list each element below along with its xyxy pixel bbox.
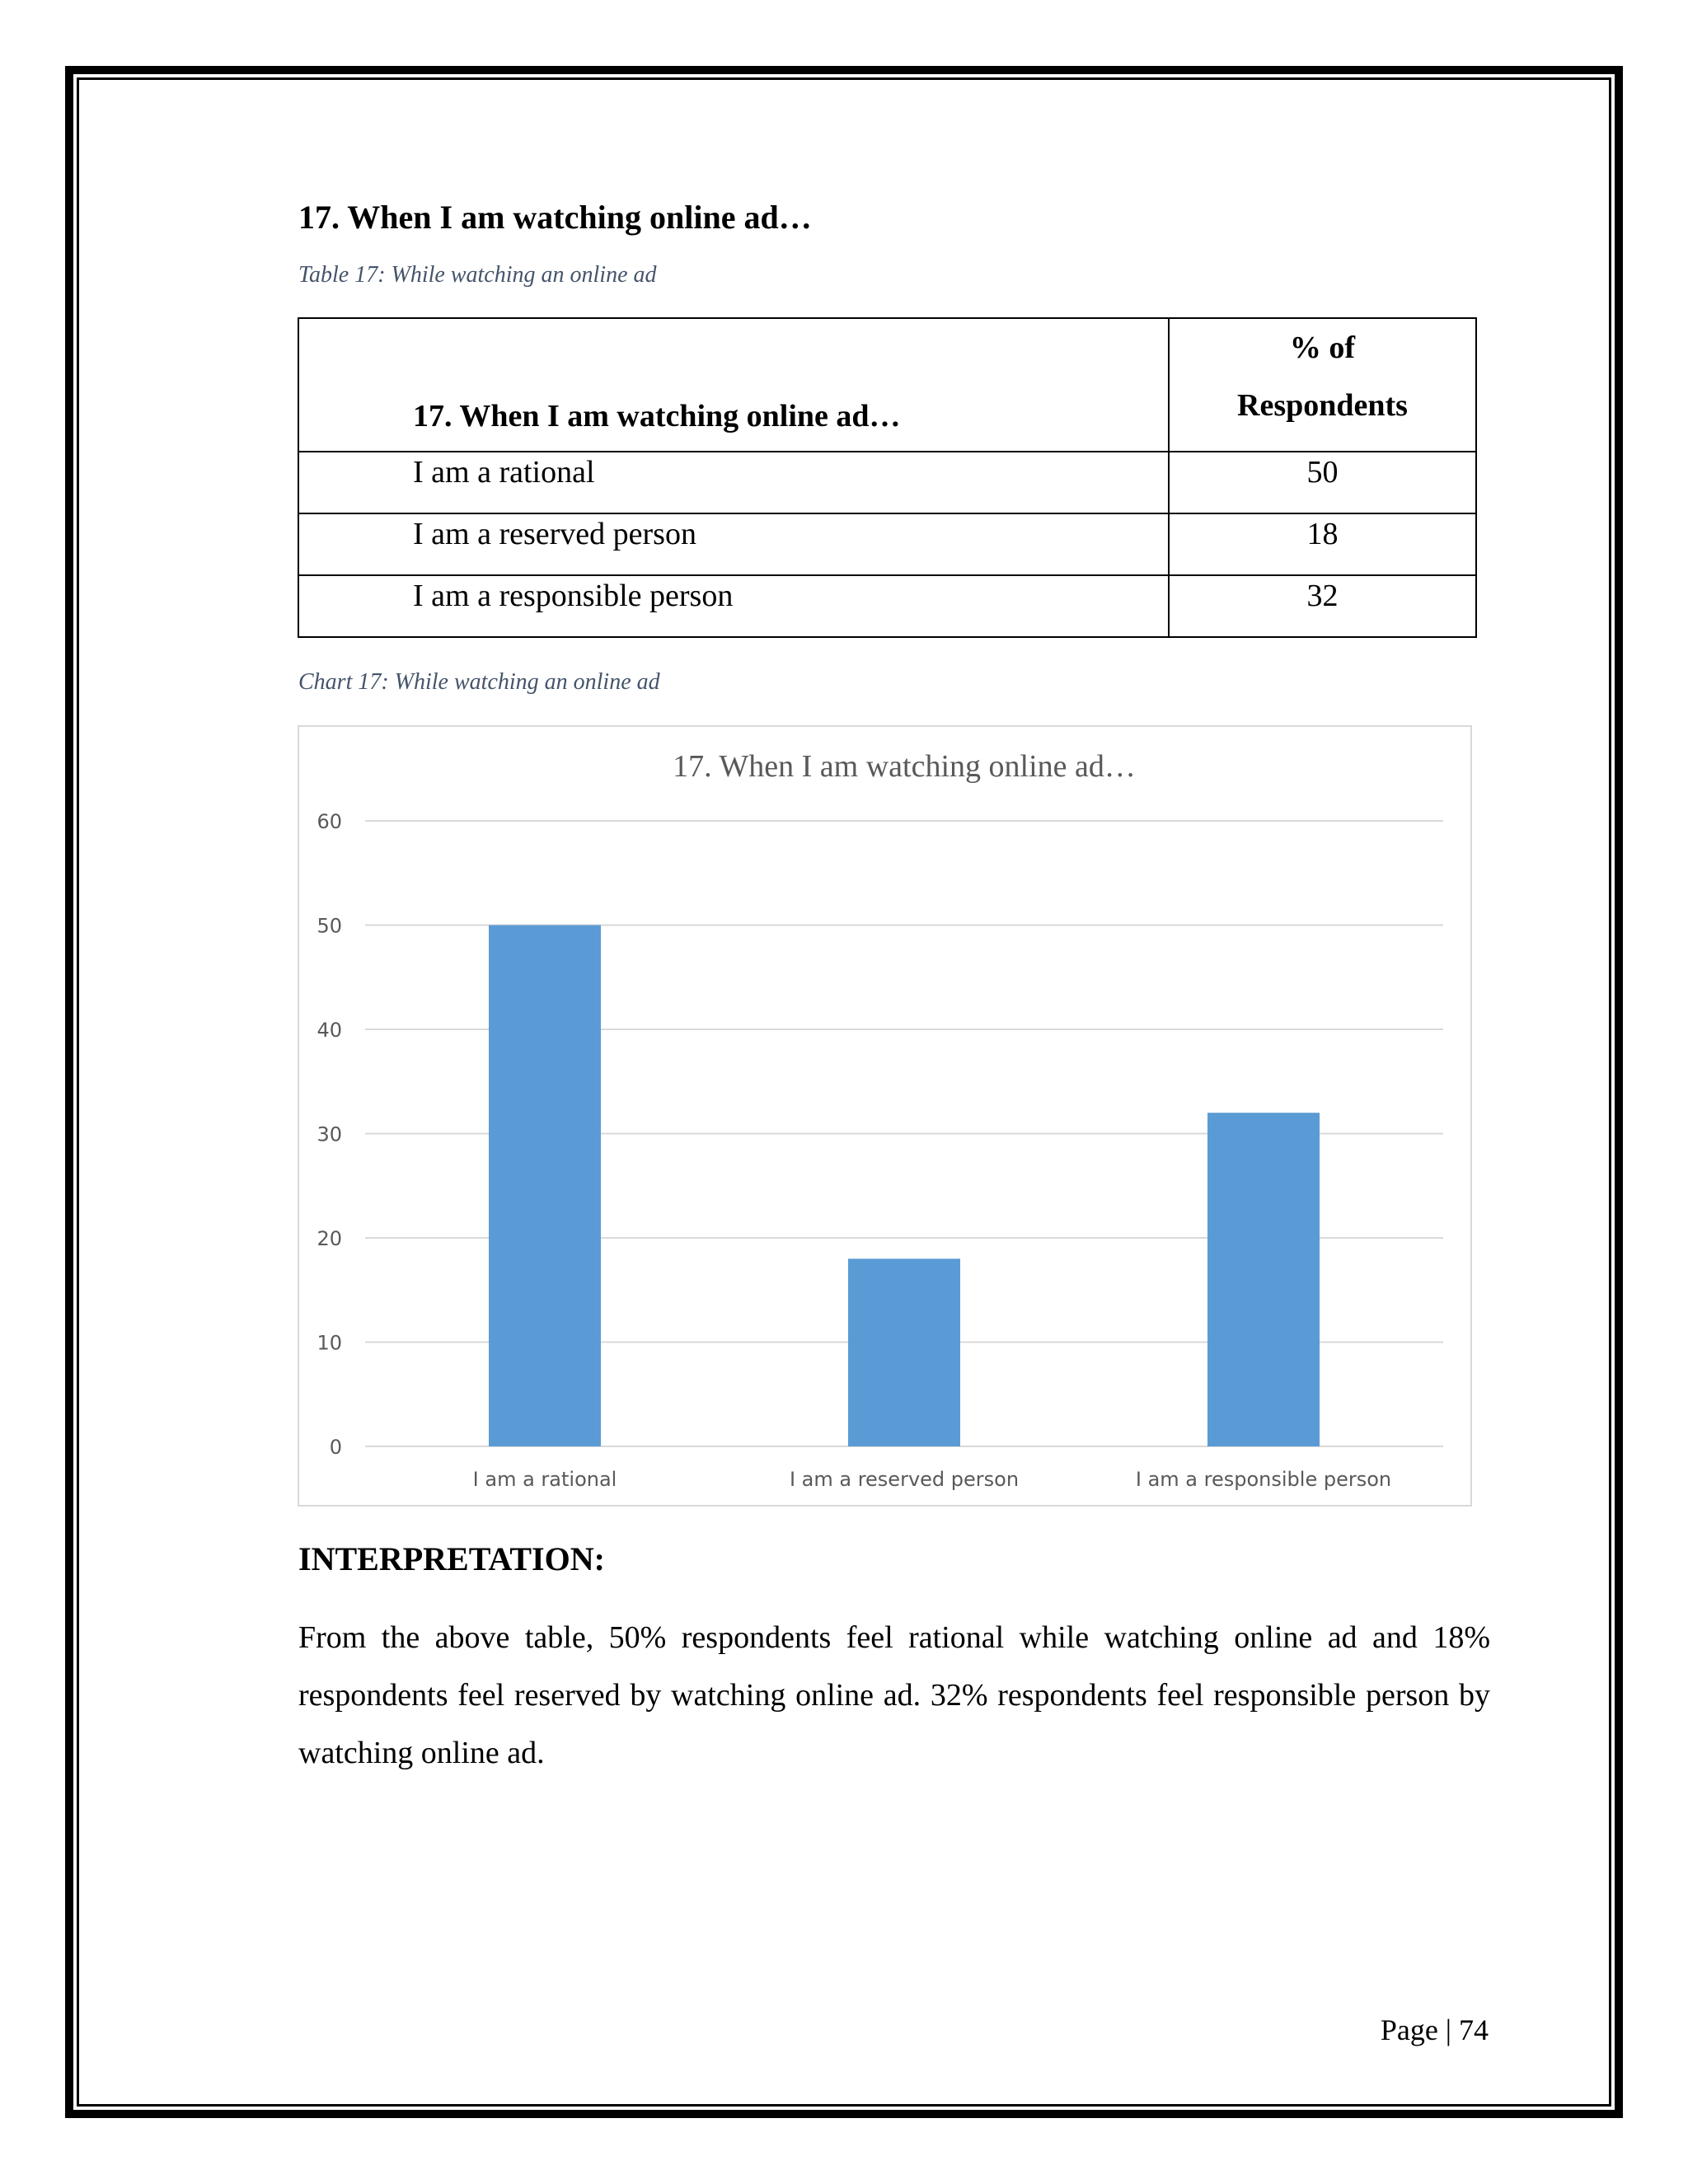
x-tick-label: I am a responsible person [1135, 1468, 1392, 1491]
chart-caption: Chart 17: While watching an online ad [298, 669, 660, 695]
bar-chart [298, 725, 1472, 1507]
table-cell-percent: 32 [1169, 575, 1476, 637]
table-header-percent-text: % of Respondents [1237, 330, 1408, 423]
bar [489, 926, 601, 1447]
section-heading: 17. When I am watching online ad… [298, 199, 812, 236]
table-cell-percent: 18 [1169, 513, 1476, 575]
table-header-statement: 17. When I am watching online ad… [298, 318, 1169, 452]
y-tick-label: 50 [316, 914, 342, 938]
table-cell-statement: I am a rational [298, 452, 1169, 513]
bar [1207, 1113, 1320, 1446]
table-row [298, 452, 1476, 513]
bar-chart-svg [299, 727, 1474, 1508]
x-tick-label: I am a rational [472, 1468, 617, 1491]
y-tick-label: 40 [316, 1019, 342, 1042]
x-tick-label: I am a reserved person [789, 1468, 1020, 1491]
table-caption: Table 17: While watching an online ad [298, 262, 657, 288]
table-row [298, 513, 1476, 575]
table-cell-statement: I am a reserved person [298, 513, 1169, 575]
interpretation-title: INTERPRETATION: [298, 1540, 605, 1577]
respondents-table [298, 317, 1477, 638]
table-header-percent [1169, 318, 1476, 452]
table-header-row [298, 318, 1476, 452]
page-number: Page | 74 [1380, 2013, 1489, 2046]
bar [848, 1258, 960, 1446]
y-tick-label: 30 [316, 1122, 342, 1146]
interpretation-body: From the above table, 50% respondents feel rational while watching online ad and 18% respondents feel reserved by watching online ad. 32% respondents feel responsible person by watching online ad. [298, 1620, 1490, 1770]
y-tick-label: 20 [316, 1227, 342, 1250]
y-tick-label: 0 [329, 1436, 342, 1459]
y-tick-label: 10 [316, 1331, 342, 1355]
y-tick-label: 60 [316, 810, 342, 833]
table-cell-statement: I am a responsible person [298, 575, 1169, 637]
table-row [298, 575, 1476, 637]
chart-title: 17. When I am watching online ad… [673, 749, 1136, 784]
table-cell-percent: 50 [1169, 452, 1476, 513]
